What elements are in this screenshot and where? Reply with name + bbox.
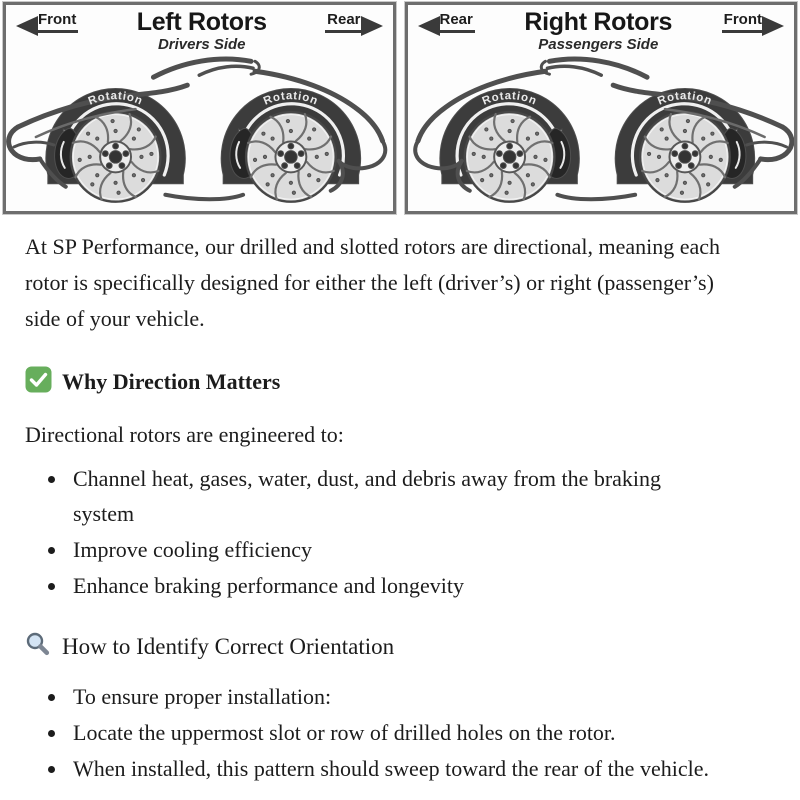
left-rotors-panel [3,2,396,214]
rotor-direction-diagram [0,0,800,216]
panel-subtitle: Drivers Side [157,36,246,54]
panel-title: Right Rotors [524,8,673,36]
right-panel-header [408,5,795,53]
panel-title: Left Rotors [136,8,267,36]
left-arrow-icon [418,16,440,36]
rotation-label: Rotation [261,90,320,108]
section-lead: Directional rotors are engineered to: [25,421,344,447]
magnifying-glass-icon [25,631,52,663]
left-panel-header [6,5,393,53]
section-heading-text: How to Identify Correct Orientation [62,634,395,660]
panel-title-block [137,9,267,53]
direction-label: Front [722,12,764,33]
intro-paragraph: At SP Performance, our drilled and slotted rotors are directional, meaning each rotor is specifically designed for either the left (driver’s) or right (passenger’s) side of your vehicle. [25,234,721,331]
direction-label: Rear [438,12,475,33]
car-illustration-right [408,53,795,211]
rear-direction-indicator [325,12,382,36]
list-item: • Locate the uppermost slot or row of drilled holes on the rotor. [68,715,718,751]
front-direction-indicator [16,12,78,36]
direction-label: Rear [325,12,362,33]
right-arrow-icon [361,16,383,36]
panel-title-block [524,9,672,53]
front-direction-indicator [722,12,784,36]
list-item: • When installed, this pattern should sweep toward the rear of the vehicle. [68,751,718,787]
panel-subtitle: Passengers Side [538,36,659,54]
list-item: • Improve cooling efficiency [68,532,718,568]
right-rotors-panel [405,2,798,214]
rear-direction-indicator [418,12,475,36]
rotation-label: Rotation [655,90,714,108]
list-item: • To ensure proper installation: [68,679,718,715]
left-arrow-icon [16,16,38,36]
section-heading-how-to-identify [25,631,775,663]
check-mark-icon [25,366,52,398]
list-item: • Channel heat, gases, water, dust, and debris away from the braking system [68,461,718,533]
section-heading-text: Why Direction Matters [62,368,281,394]
right-arrow-icon [762,16,784,36]
car-illustration-left [6,53,393,211]
rotation-label: Rotation [86,90,145,108]
rotation-label: Rotation [480,90,539,108]
orientation-steps-list [25,679,718,787]
article-body [0,229,800,787]
list-item: • Enhance braking performance and longevity [68,568,718,604]
direction-label: Front [36,12,78,33]
section-heading-why-direction-matters [25,366,775,398]
benefits-list [25,461,718,604]
